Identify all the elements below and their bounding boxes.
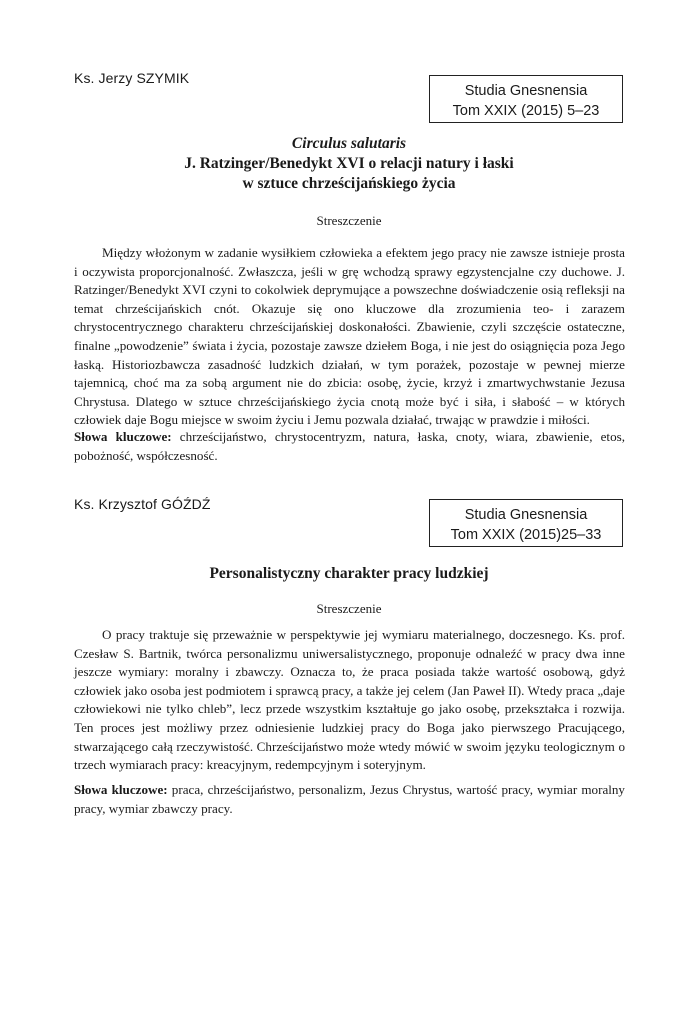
article2-abstract-label: Streszczenie <box>316 601 382 616</box>
article1-title-line1: Circulus salutaris <box>291 135 407 152</box>
article1-title <box>74 134 624 194</box>
article2-journal-box <box>429 499 623 547</box>
article1-keywords <box>74 428 625 465</box>
article1-keywords-label: Słowa kluczowe: <box>74 429 172 444</box>
article2-journal-volume: Tom XXIX (2015)25–33 <box>450 527 602 543</box>
article1-keywords-text: chrześcijaństwo, chrystocentryzm, natura, łaska, cnoty, wiara, zbawienie, etos, pobożność, współczesność. <box>74 429 625 463</box>
article2-author: Ks. Krzysztof GÓŹDŹ <box>74 496 211 512</box>
article1-title-line3: w sztuce chrześcijańskiego życia <box>242 175 456 192</box>
article1-journal-volume: Tom XXIX (2015) 5–23 <box>452 103 600 119</box>
article2-abstract <box>74 626 625 775</box>
article1-abstract-label: Streszczenie <box>316 213 382 228</box>
article1-journal-name: Studia Gnesnensia <box>464 83 588 99</box>
article1-author: Ks. Jerzy SZYMIK <box>74 70 190 86</box>
article1-abstract-text: Między włożonym w zadanie wysiłkiem człowieka a efektem jego pracy nie zawsze istnieje prosta i oczywista proporcjonalność. Zwłaszcza, jeśli w grę wchodzą sprawy egzystencjalne czy duchowe. J. Ratzinger/Benedykt XVI czyni to cokolwiek deprymujące a powszechne doświadczenie osią refleksji na temat chrześcijańskich cnót. Okazuje się ono kluczowe dla zrozumienia teo- i zarazem chrystocentrycznego charakteru chrześcijańskiej doskonałości. Zbawienie, czyli szczęście ostateczne, finalne „powodzenie” świata i życia, pozostaje zawsze dziełem Boga, i nie jest do osiągnięcia poza Jego łaską. Historiozbawcza zasadność ludzkich działań, w tym porażek, pozostaje w pewnej mierze tajemnicą, choć ma za sobą argument nie do zbicia: osobę, życie, krzyż i zmartwychwstanie Jezusa Chrystusa. Dlatego w sztuce chrześcijańskiego życia cnotą może być i siła, i słabość – w których człowiek daje Bogu miejsce w swoim życiu i Jemu pozwala działać, trwając w prawdzie i miłości. <box>74 245 625 428</box>
article1-abstract <box>74 244 625 430</box>
article2-keywords <box>74 781 625 818</box>
article1-title-line2: J. Ratzinger/Benedykt XVI o relacji natury i łaski <box>184 155 514 172</box>
article2-keywords-text: praca, chrześcijaństwo, personalizm, Jezus Chrystus, wartość pracy, wymiar moralny pracy, wymiar zbawczy pracy. <box>74 782 625 816</box>
article2-abstract-text: O pracy traktuje się przeważnie w perspektywie jej wymiaru materialnego, doczesnego. Ks. prof. Czesław S. Bartnik, twórca personalizmu uniwersalistycznego, proponuje odnaleźć w pracy dwa inne jeszcze wymiary: moralny i zbawczy. Oznacza to, że praca posiada także wartość osobową, gdyż człowiek jako osoba jest podmiotem i sprawcą pracy, a także jej celem (Jan Paweł II). Wtedy praca „daje człowiekowi nie tylko chleb”, lecz przede wszystkim kształtuje go jako osobę, przekształca i rozwija. Ten proces jest możliwy przez odniesienie ludzkiej pracy do Boga jako pierwszego Pracującego, stwarzającego całą rzeczywistość. Chrześcijaństwo może wtedy mówić w swoim języku teologicznym o trzech wymiarach pracy: kreacyjnym, redempcyjnym i soteryjnym. <box>74 627 625 773</box>
article2-journal-name: Studia Gnesnensia <box>464 507 588 523</box>
article2-keywords-label: Słowa kluczowe: <box>74 782 168 797</box>
article1-journal-box <box>429 75 623 123</box>
article2-title: Personalistyczny charakter pracy ludzkiej <box>209 565 489 582</box>
